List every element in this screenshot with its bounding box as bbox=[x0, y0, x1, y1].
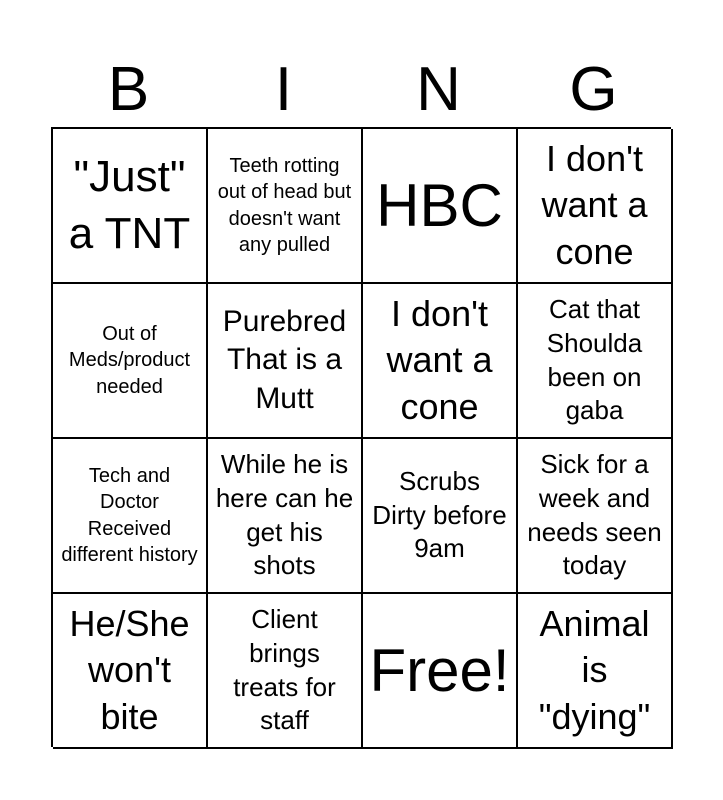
bingo-cell-r3c1[interactable] bbox=[53, 439, 208, 594]
bingo-cell-r1c3[interactable] bbox=[363, 129, 518, 284]
bingo-cell-r4c2[interactable] bbox=[208, 594, 363, 749]
header-letter-b: B bbox=[107, 55, 150, 124]
header-letter-g: G bbox=[569, 55, 618, 124]
cell-text: HBC bbox=[376, 171, 503, 239]
cell-text: Cat that Shoulda been on gaba bbox=[546, 293, 643, 426]
bingo-cell-free[interactable] bbox=[363, 594, 518, 749]
bingo-cell-r3c2[interactable] bbox=[208, 439, 363, 594]
cell-text: Scrubs Dirty before 9am bbox=[372, 465, 507, 564]
cell-text: Client brings treats for staff bbox=[233, 603, 336, 736]
bingo-cell-r2c2[interactable] bbox=[208, 284, 363, 439]
cell-text: Sick for a week and needs seen today bbox=[527, 448, 662, 581]
cell-text: Free! bbox=[369, 636, 510, 704]
bingo-cell-r2c4[interactable] bbox=[518, 284, 673, 439]
cell-text: Purebred That is a Mutt bbox=[222, 304, 347, 415]
bingo-cell-r4c1[interactable] bbox=[53, 594, 208, 749]
cell-text: I don't want a cone bbox=[386, 293, 493, 427]
bingo-header bbox=[51, 56, 671, 124]
bingo-board bbox=[51, 127, 671, 747]
cell-text: Teeth rotting out of head but doesn't want any pulled bbox=[217, 154, 352, 256]
cell-text: Tech and Doctor Received different history bbox=[61, 464, 198, 566]
bingo-cell-r1c4[interactable] bbox=[518, 129, 673, 284]
bingo-cell-r4c4[interactable] bbox=[518, 594, 673, 749]
bingo-cell-r2c1[interactable] bbox=[53, 284, 208, 439]
bingo-cell-r3c3[interactable] bbox=[363, 439, 518, 594]
cell-text: He/She won't bite bbox=[69, 603, 190, 737]
cell-text: I don't want a cone bbox=[541, 138, 648, 272]
header-letter-n: N bbox=[416, 55, 461, 124]
cell-text: While he is here can he get his shots bbox=[215, 448, 354, 581]
header-letter-i: I bbox=[274, 55, 293, 124]
bingo-cell-r1c2[interactable] bbox=[208, 129, 363, 284]
bingo-cell-r1c1[interactable] bbox=[53, 129, 208, 284]
bingo-cell-r2c3[interactable] bbox=[363, 284, 518, 439]
bingo-cell-r3c4[interactable] bbox=[518, 439, 673, 594]
cell-text: Out of Meds/product needed bbox=[68, 322, 191, 398]
cell-text: "Just" a TNT bbox=[68, 152, 191, 258]
cell-text: Animal is "dying" bbox=[538, 603, 651, 737]
